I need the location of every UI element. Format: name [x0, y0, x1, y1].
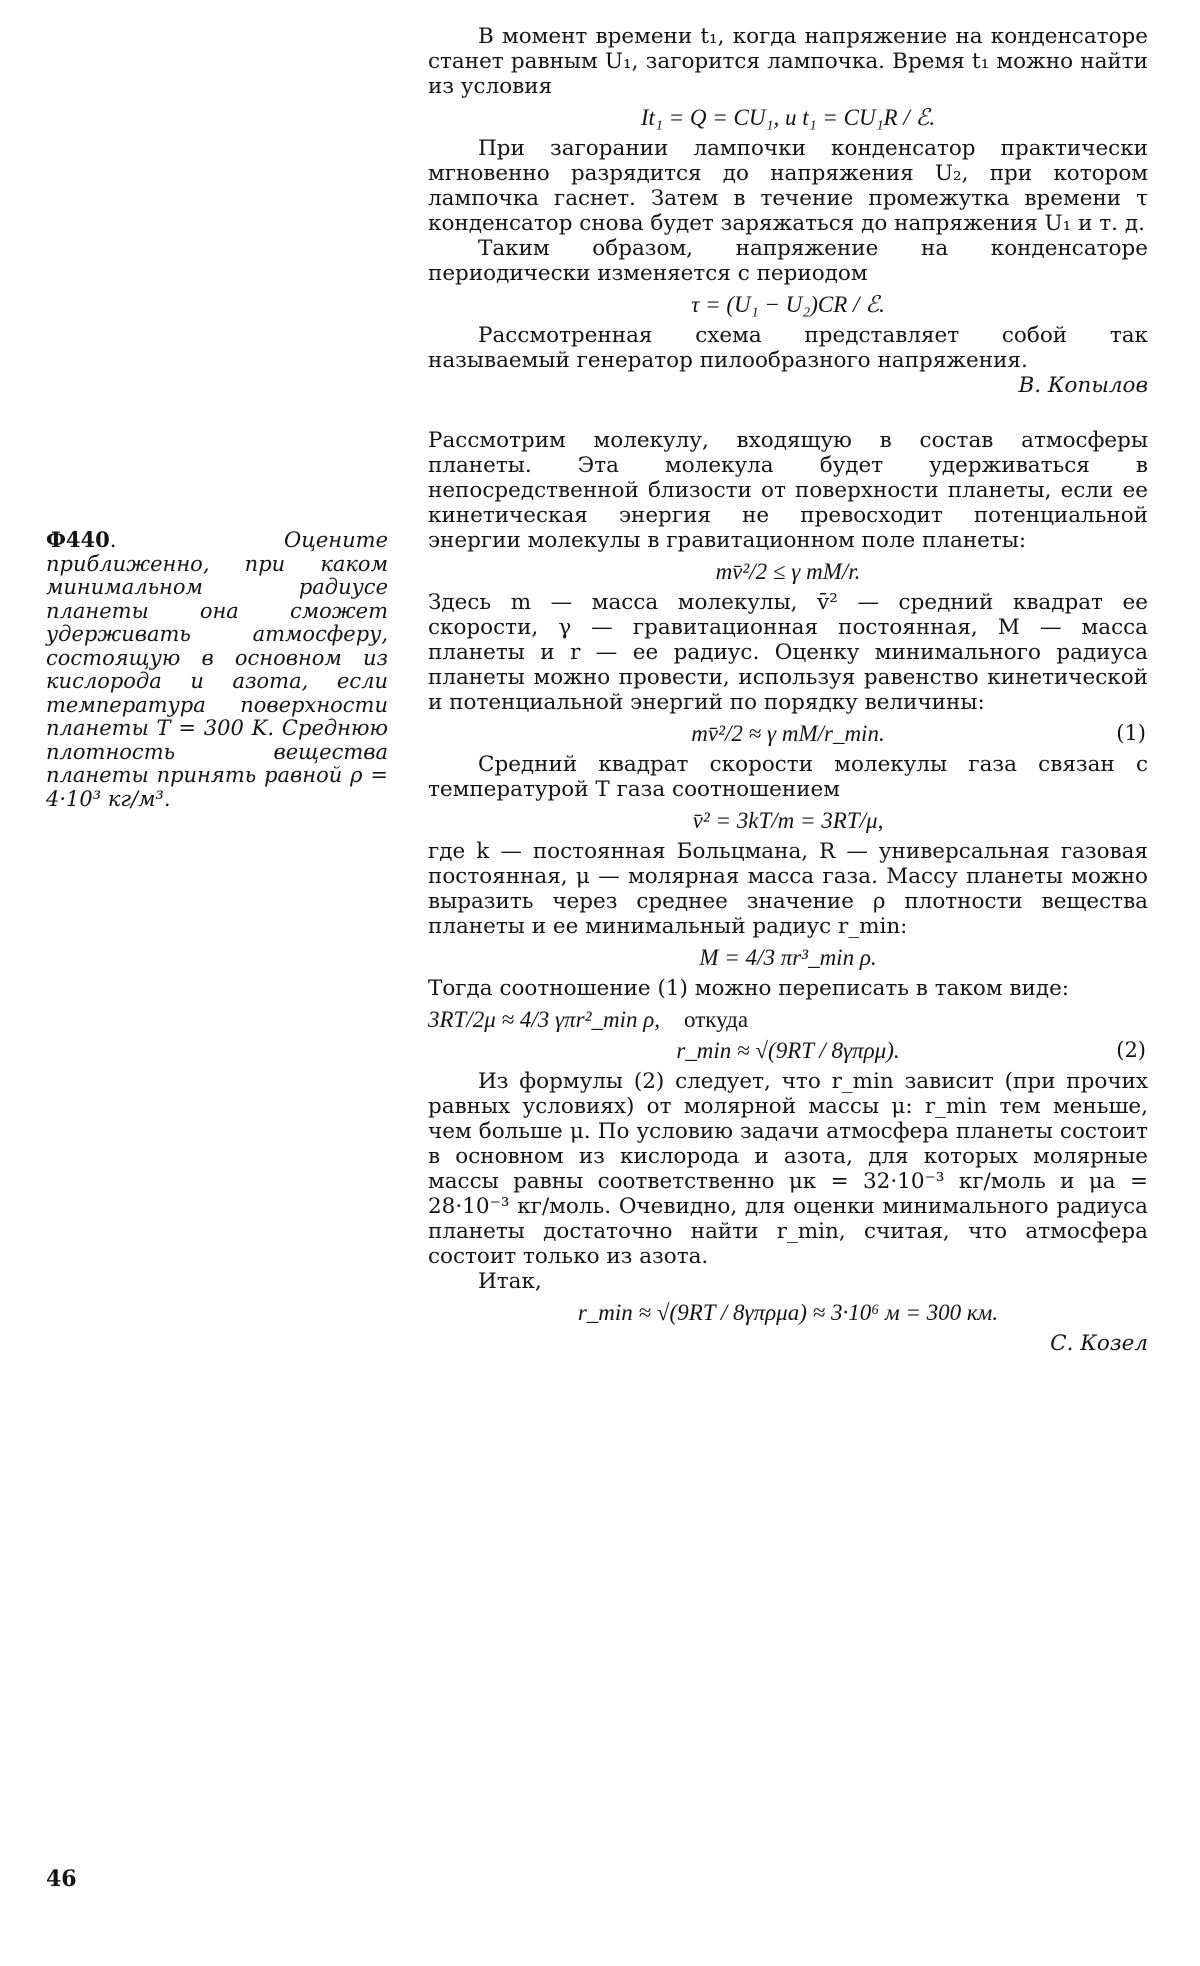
- equation-text: v̄² = 3kT/m = 3RT/μ,: [692, 808, 884, 833]
- equation: [428, 945, 1148, 970]
- equation-text: mv̄²/2 ≤ γ mM/r.: [715, 559, 861, 584]
- equation-text: It₁ = Q = CU₁, и t₁ = CU₁R / ℰ.: [640, 105, 936, 130]
- paragraph: Средний квадрат скорости молекулы газа связан с температурой T газа соотношением: [428, 752, 1148, 802]
- page-number: 46: [46, 1866, 77, 1892]
- equation: [428, 559, 1148, 584]
- equation-word: откуда: [684, 1007, 749, 1032]
- paragraph: Из формулы (2) следует, что r_min зависит (при прочих равных условиях) от молярной массы μ: r_min тем меньше, чем больше μ. По условию задачи атмосфера планеты состоит в основном из кислорода и азота, для которых молярные массы равны соответственно μк = 32·10⁻³ кг/моль и μа = 28·10⁻³ кг/моль. Очевидно, для оценки минимального радиуса планеты достаточно найти r_min, считая, что атмосфера состоит только из азота.: [428, 1069, 1148, 1269]
- equation-text: 3RT/2μ ≈ 4/3 γπr²_min ρ,: [428, 1007, 661, 1032]
- author-signature: В. Копылов: [1018, 373, 1148, 398]
- problem-text: Оцените приближенно, при каком минимальном радиусе планеты она сможет удерживать атмосферу, состоящую в основном из кислорода и азота, если температура поверхности планеты T = 300 K. Среднюю плотность вещества планеты принять равной ρ = 4·10³ кг/м³.: [46, 528, 388, 811]
- paragraph: При загорании лампочки конденсатор практически мгновенно разрядится до напряжения U₂, при котором лампочка гаснет. Затем в течение промежутка времени τ конденсатор снова будет заряжаться до напряжения U₁ и т. д.: [428, 136, 1148, 236]
- equation-text: r_min ≈ √(9RT / 8γπρμа) ≈ 3·10⁶ м = 300 км.: [577, 1300, 999, 1325]
- spacer: [428, 398, 1148, 428]
- paragraph: Рассмотренная схема представляет собой так называемый генератор пилообразного напряжения.: [428, 323, 1148, 373]
- paragraph: Здесь m — масса молекулы, v̄² — средний квадрат ее скорости, γ — гравитационная постоянная, M — масса планеты и r — ее радиус. Оценку минимального радиуса планеты можно провести, используя равенство кинетической и потенциальной энергий по порядку величины:: [428, 590, 1148, 715]
- equation: [428, 292, 1148, 317]
- paragraph: Тогда соотношение (1) можно переписать в таком виде:: [428, 976, 1070, 1001]
- equation-text: mv̄²/2 ≈ γ mM/r_min.: [691, 721, 885, 746]
- equation: [428, 808, 1148, 833]
- equation-number: (2): [1116, 1038, 1146, 1062]
- equation: [428, 721, 1148, 746]
- equation: [428, 1038, 1148, 1063]
- main-column: [428, 24, 1148, 1356]
- equation: [428, 1300, 1148, 1325]
- equation-text: τ = (U₁ − U₂)CR / ℰ.: [691, 292, 885, 317]
- equation: [428, 1007, 1148, 1032]
- author-signature: С. Козел: [1050, 1331, 1148, 1356]
- problem-number: Ф440: [46, 527, 110, 552]
- paragraph: Таким образом, напряжение на конденсаторе периодически изменяется с периодом: [428, 236, 1148, 286]
- paragraph: Рассмотрим молекулу, входящую в состав атмосферы планеты. Эта молекула будет удерживаться в непосредственной близости от поверхности планеты, если ее кинетическая энергия не превосходит потенциальной энергии молекулы в гравитационном поле планеты:: [428, 428, 1148, 553]
- paragraph: Итак,: [478, 1269, 542, 1294]
- problem-statement: Ф440. Оцените приближенно, при каком минимальном радиусе планеты она сможет удерживать атмосферу, состоящую в основном из кислорода и азота, если температура поверхности планеты T = 300 K. Среднюю плотность вещества планеты принять равной ρ = 4·10³ кг/м³.: [46, 527, 388, 811]
- equation: [428, 105, 1148, 130]
- equation-number: (1): [1116, 721, 1146, 745]
- equation-text: M = 4/3 πr³_min ρ.: [699, 945, 877, 970]
- equation-text: r_min ≈ √(9RT / 8γπρμ).: [676, 1038, 900, 1063]
- paragraph: где k — постоянная Больцмана, R — универсальная газовая постоянная, μ — молярная масса газа. Массу планеты можно выразить через среднее значение ρ плотности вещества планеты и ее минимальный радиус r_min:: [428, 839, 1148, 939]
- paragraph: В момент времени t₁, когда напряжение на конденсаторе станет равным U₁, загорится лампочка. Время t₁ можно найти из условия: [428, 24, 1148, 99]
